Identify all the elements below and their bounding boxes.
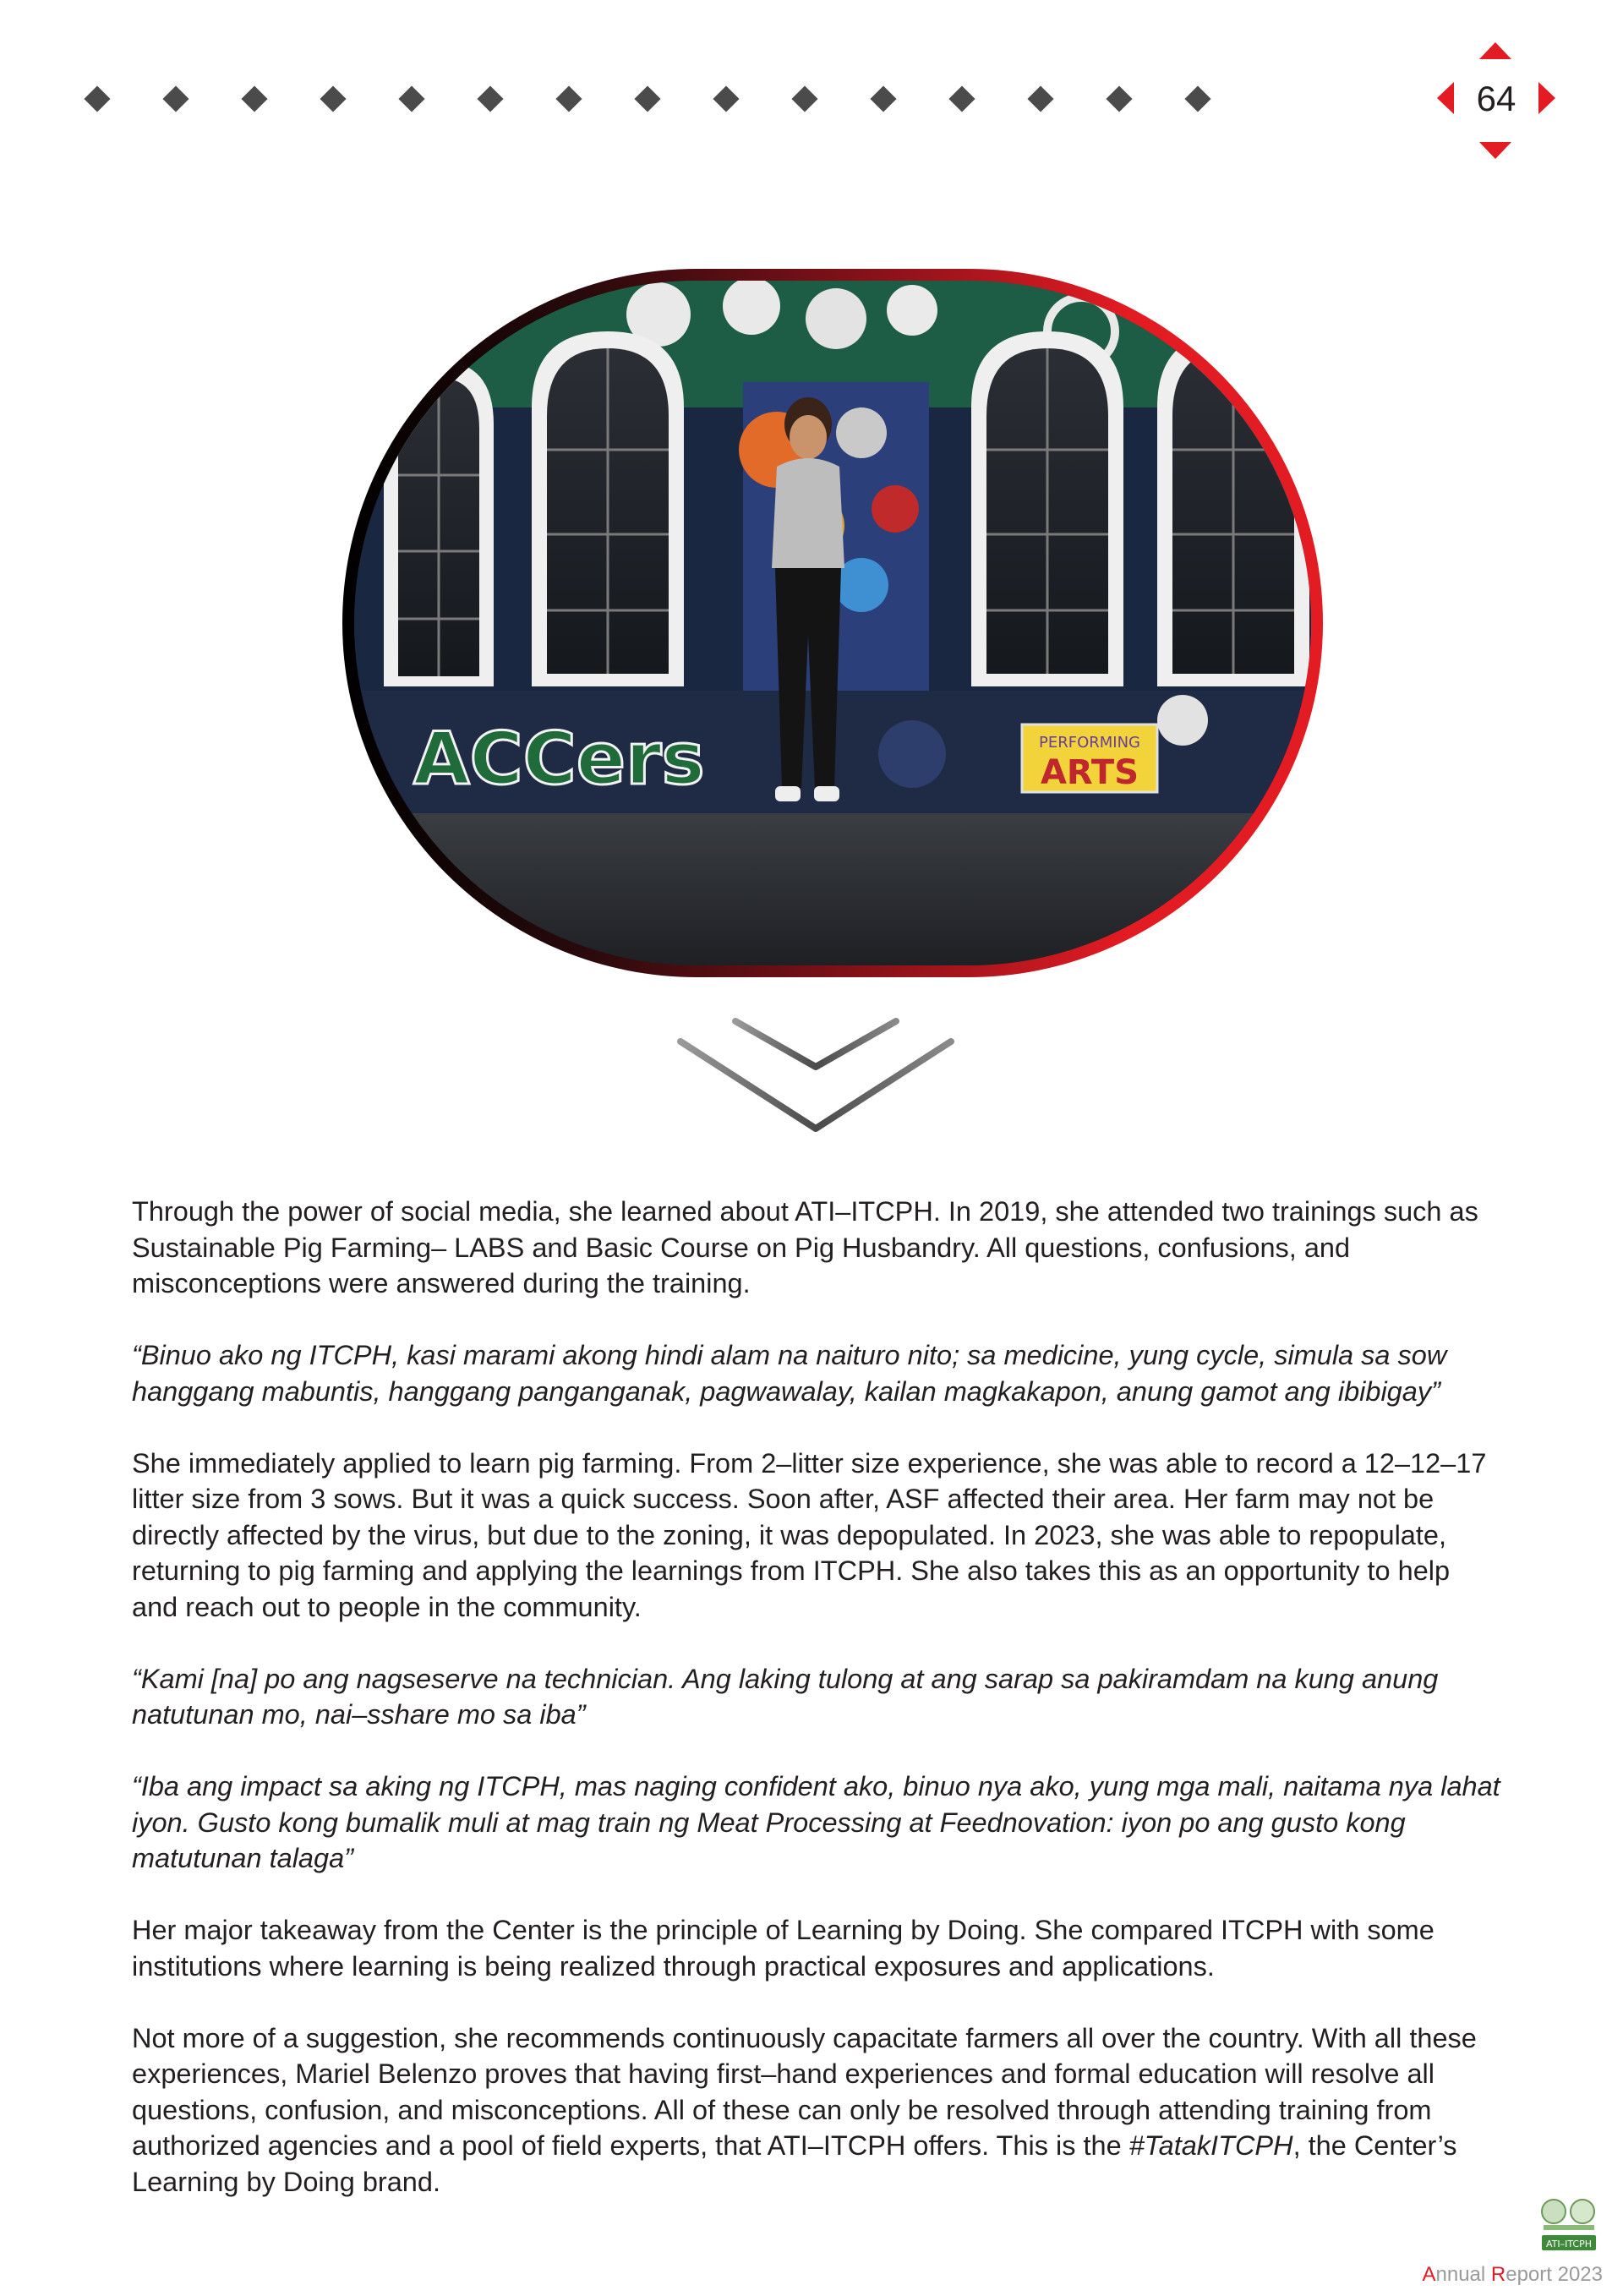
page-number-indicator: [1429, 34, 1564, 169]
mural-performing-text: PERFORMING: [1038, 734, 1141, 752]
diamond-ornament: [791, 85, 817, 112]
footer-text-nnual: nnual: [1435, 2263, 1491, 2286]
triangle-down-icon: [1479, 142, 1511, 159]
diamond-ornament: [241, 85, 267, 112]
photo-frame: [342, 269, 1323, 977]
quote-paragraph: “Iba ang impact sa aking ng ITCPH, mas naging confident ako, binuo nya ako, yung mga mali, naitama nya lahat iyon. Gusto kong bumalik muli at mag train ng Meat Processing at Feednovation: iyon po ang gusto kong matutunan talaga”: [132, 1771, 1500, 1873]
paragraph: Her major takeaway from the Center is the principle of Learning by Doing. She compared ITCPH with some institutions where learning is being realized through practical exposures and applications.: [132, 1915, 1434, 1982]
footer-letter-r: R: [1490, 2263, 1506, 2286]
diamond-ornament: [162, 85, 189, 112]
diamond-ornament: [398, 85, 424, 112]
ati-itcph-logo: [1537, 2196, 1601, 2257]
mural-arts-text: ARTS: [1040, 753, 1139, 792]
diamond-ornament: [1184, 85, 1210, 112]
quote-paragraph: “Kami [na] po ang nagseserve na technician. Ang laking tulong at ang sarap sa pakiramdam na kung anung natutunan mo, nai–sshare mo sa iba”: [132, 1663, 1439, 1730]
diamond-ornament: [634, 85, 660, 112]
diamond-ornament: [84, 85, 110, 112]
profile-photo: [354, 281, 1311, 965]
triangle-up-icon: [1479, 42, 1511, 59]
triangle-left-icon: [1437, 82, 1454, 114]
closing-paragraph: [132, 2020, 1501, 2200]
triangle-right-icon: [1538, 82, 1555, 114]
closing-text-after: , the Center’s Learning by Doing brand.: [132, 2130, 1457, 2197]
page-number: 64: [1476, 79, 1516, 118]
logo-label: ATI–ITCPH: [1545, 2239, 1593, 2250]
diamond-ornament: [1027, 85, 1053, 112]
footer-letter-a: A: [1422, 2263, 1436, 2286]
header-diamond-row: [85, 86, 1302, 112]
double-chevron-down-icon: [676, 1014, 955, 1141]
diamond-ornament: [1106, 85, 1132, 112]
closing-text-before: Not more of a suggestion, she recommends continuously capacitate farmers all over the country. With all these experiences, Mariel Belenzo proves that having first–hand experiences and formal education will resolve all questions, confusion, and misconceptions. All of these can only be resolved through attending training from authorized agencies and a pool of field experts, that ATI–ITCPH offers. This is the: [132, 2022, 1477, 2161]
quote-paragraph: “Binuo ako ng ITCPH, kasi marami akong hindi alam na naituro nito; sa medicine, yung cycle, simula sa sow hanggang mabuntis, hanggang panganganak, pagwawalay, kailan magkakapon, anung gamot ang ibibigay”: [132, 1340, 1447, 1407]
diamond-ornament: [477, 85, 503, 112]
diamond-ornament: [948, 85, 975, 112]
article-body: [132, 1194, 1501, 2236]
footer-report-title: [1422, 2262, 1603, 2288]
diamond-ornament: [870, 85, 896, 112]
footer-text-eport: eport 2023: [1506, 2263, 1603, 2286]
mural-accers-text: ACCers: [413, 717, 705, 801]
hashtag: #TatakITCPH: [1128, 2130, 1293, 2161]
mural-wall-scene: [354, 281, 1311, 965]
diamond-ornament: [713, 85, 739, 112]
paragraph: She immediately applied to learn pig farming. From 2–litter size experience, she was able to record a 12–12–17 litter size from 3 sows. But it was a quick success. Soon after, ASF affected their area. Her farm may not be directly affected by the virus, but due to the zoning, it was depopulated. In 2023, she was able to repopulate, returning to pig farming and applying the learnings from ITCPH. She also takes this as an opportunity to help and reach out to people in the community.: [132, 1447, 1487, 1622]
diamond-ornament: [555, 85, 582, 112]
paragraph: Through the power of social media, she learned about ATI–ITCPH. In 2019, she attended two trainings such as Sustainable Pig Farming– LABS and Basic Course on Pig Husbandry. All questions, confusions, and misconceptions were answered during the training.: [132, 1196, 1478, 1298]
diamond-ornament: [320, 85, 346, 112]
